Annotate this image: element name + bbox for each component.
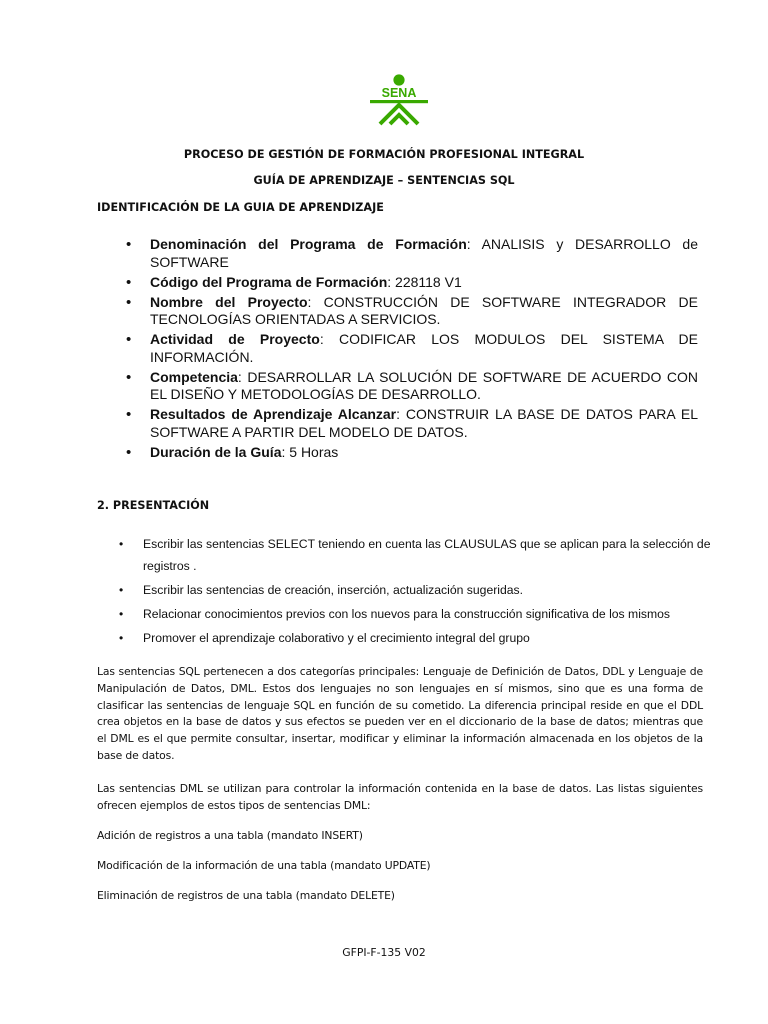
item-label: Código del Programa de Formación [150,273,388,290]
line-delete: Eliminación de registros de una tabla (mandato DELETE) [97,889,395,902]
list-item [98,369,698,404]
list-item [98,444,698,462]
logo-head [393,74,404,85]
list-item: • Relacionar conocimientos previos con los nuevos para la construcción significativa de los mismos [97,603,712,625]
list-item: • Escribir las sentencias de creación, inserción, actualización sugeridas. [97,579,712,601]
item-value: : 5 Horas [281,444,339,461]
identification-list [98,236,698,464]
logo-text: SENA [381,86,417,100]
list-item [98,331,698,366]
item-label: Competencia [150,368,238,385]
list-item [98,274,698,292]
paragraph-sql-categories: Las sentencias SQL pertenecen a dos categorías principales: Lenguaje de Definición de Datos, DDL y Lenguaje de Manipulación de Datos, DML. Estos dos lenguajes no son lenguajes en sí mismos, sino que es una forma de clasificar las sentencias de lenguaje SQL en función de su cometido. La diferencia principal reside en que el DDL crea objetos en la base de datos y sus efectos se pueden ver en el diccionario de la base de datos; mientras que el DML es el que permite consultar, insertar, modificar y eliminar la información almacenada en los objetos de la base de datos. [97,665,703,762]
item-value: : 228118 V1 [387,273,462,290]
item-value: : ANALISIS y DESARROLLO de SOFTWARE [150,236,698,270]
item-value: : CONSTRUCCIÓN DE SOFTWARE INTEGRADOR DE TECNOLOGÍAS ORIENTADAS A SERVICIOS. [150,293,698,328]
footer-code: GFPI-F-135 V02 [342,946,426,959]
item-label: Resultados de Aprendizaje Alcanzar [150,406,397,423]
document-subtitle: GUÍA DE APRENDIZAJE – SENTENCIAS SQL [253,174,515,187]
list-item [98,294,698,329]
item-label: Duración de la Guía [150,444,282,461]
line-update: Modificación de la información de una tabla (mandato UPDATE) [97,859,431,872]
list-item: • Promover el aprendizaje colaborativo y el crecimiento integral del grupo [97,627,712,649]
document-title: PROCESO DE GESTIÓN DE FORMACIÓN PROFESIONAL INTEGRAL [183,148,585,161]
item-value: : CODIFICAR LOS MODULOS DEL SISTEMA DE INFORMACIÓN. [150,331,698,365]
section-heading-presentation: 2. PRESENTACIÓN [97,499,210,512]
paragraph-dml: Las sentencias DML se utilizan para controlar la información contenida en la base de datos. Las listas siguientes ofrecen ejemplos de estos tipos de sentencias DML: [97,782,703,812]
list-item [98,406,698,441]
line-insert: Adición de registros a una tabla (mandato INSERT) [97,829,363,842]
list-item [98,236,698,271]
sena-logo [366,74,432,126]
logo-chevron-inner [390,115,408,124]
item-value: : CONSTRUIR LA BASE DE DATOS PARA EL SOFTWARE A PARTIR DEL MODELO DE DATOS. [150,406,698,440]
presentation-list [97,533,712,651]
item-label: Nombre del Proyecto [150,293,308,310]
list-item: • Escribir las sentencias SELECT teniendo en cuenta las CLAUSULAS que se aplican para la selección de registros . [97,533,712,577]
item-value: : DESARROLLAR LA SOLUCIÓN DE SOFTWARE DE ACUERDO CON EL DISEÑO Y METODOLOGÍAS DE DESARROLLO. [150,368,698,403]
item-label: Denominación del Programa de Formación [150,236,467,252]
section-heading-identification: IDENTIFICACIÓN DE LA GUIA DE APRENDIZAJE [97,201,384,214]
item-label: Actividad de Proyecto [150,331,320,348]
